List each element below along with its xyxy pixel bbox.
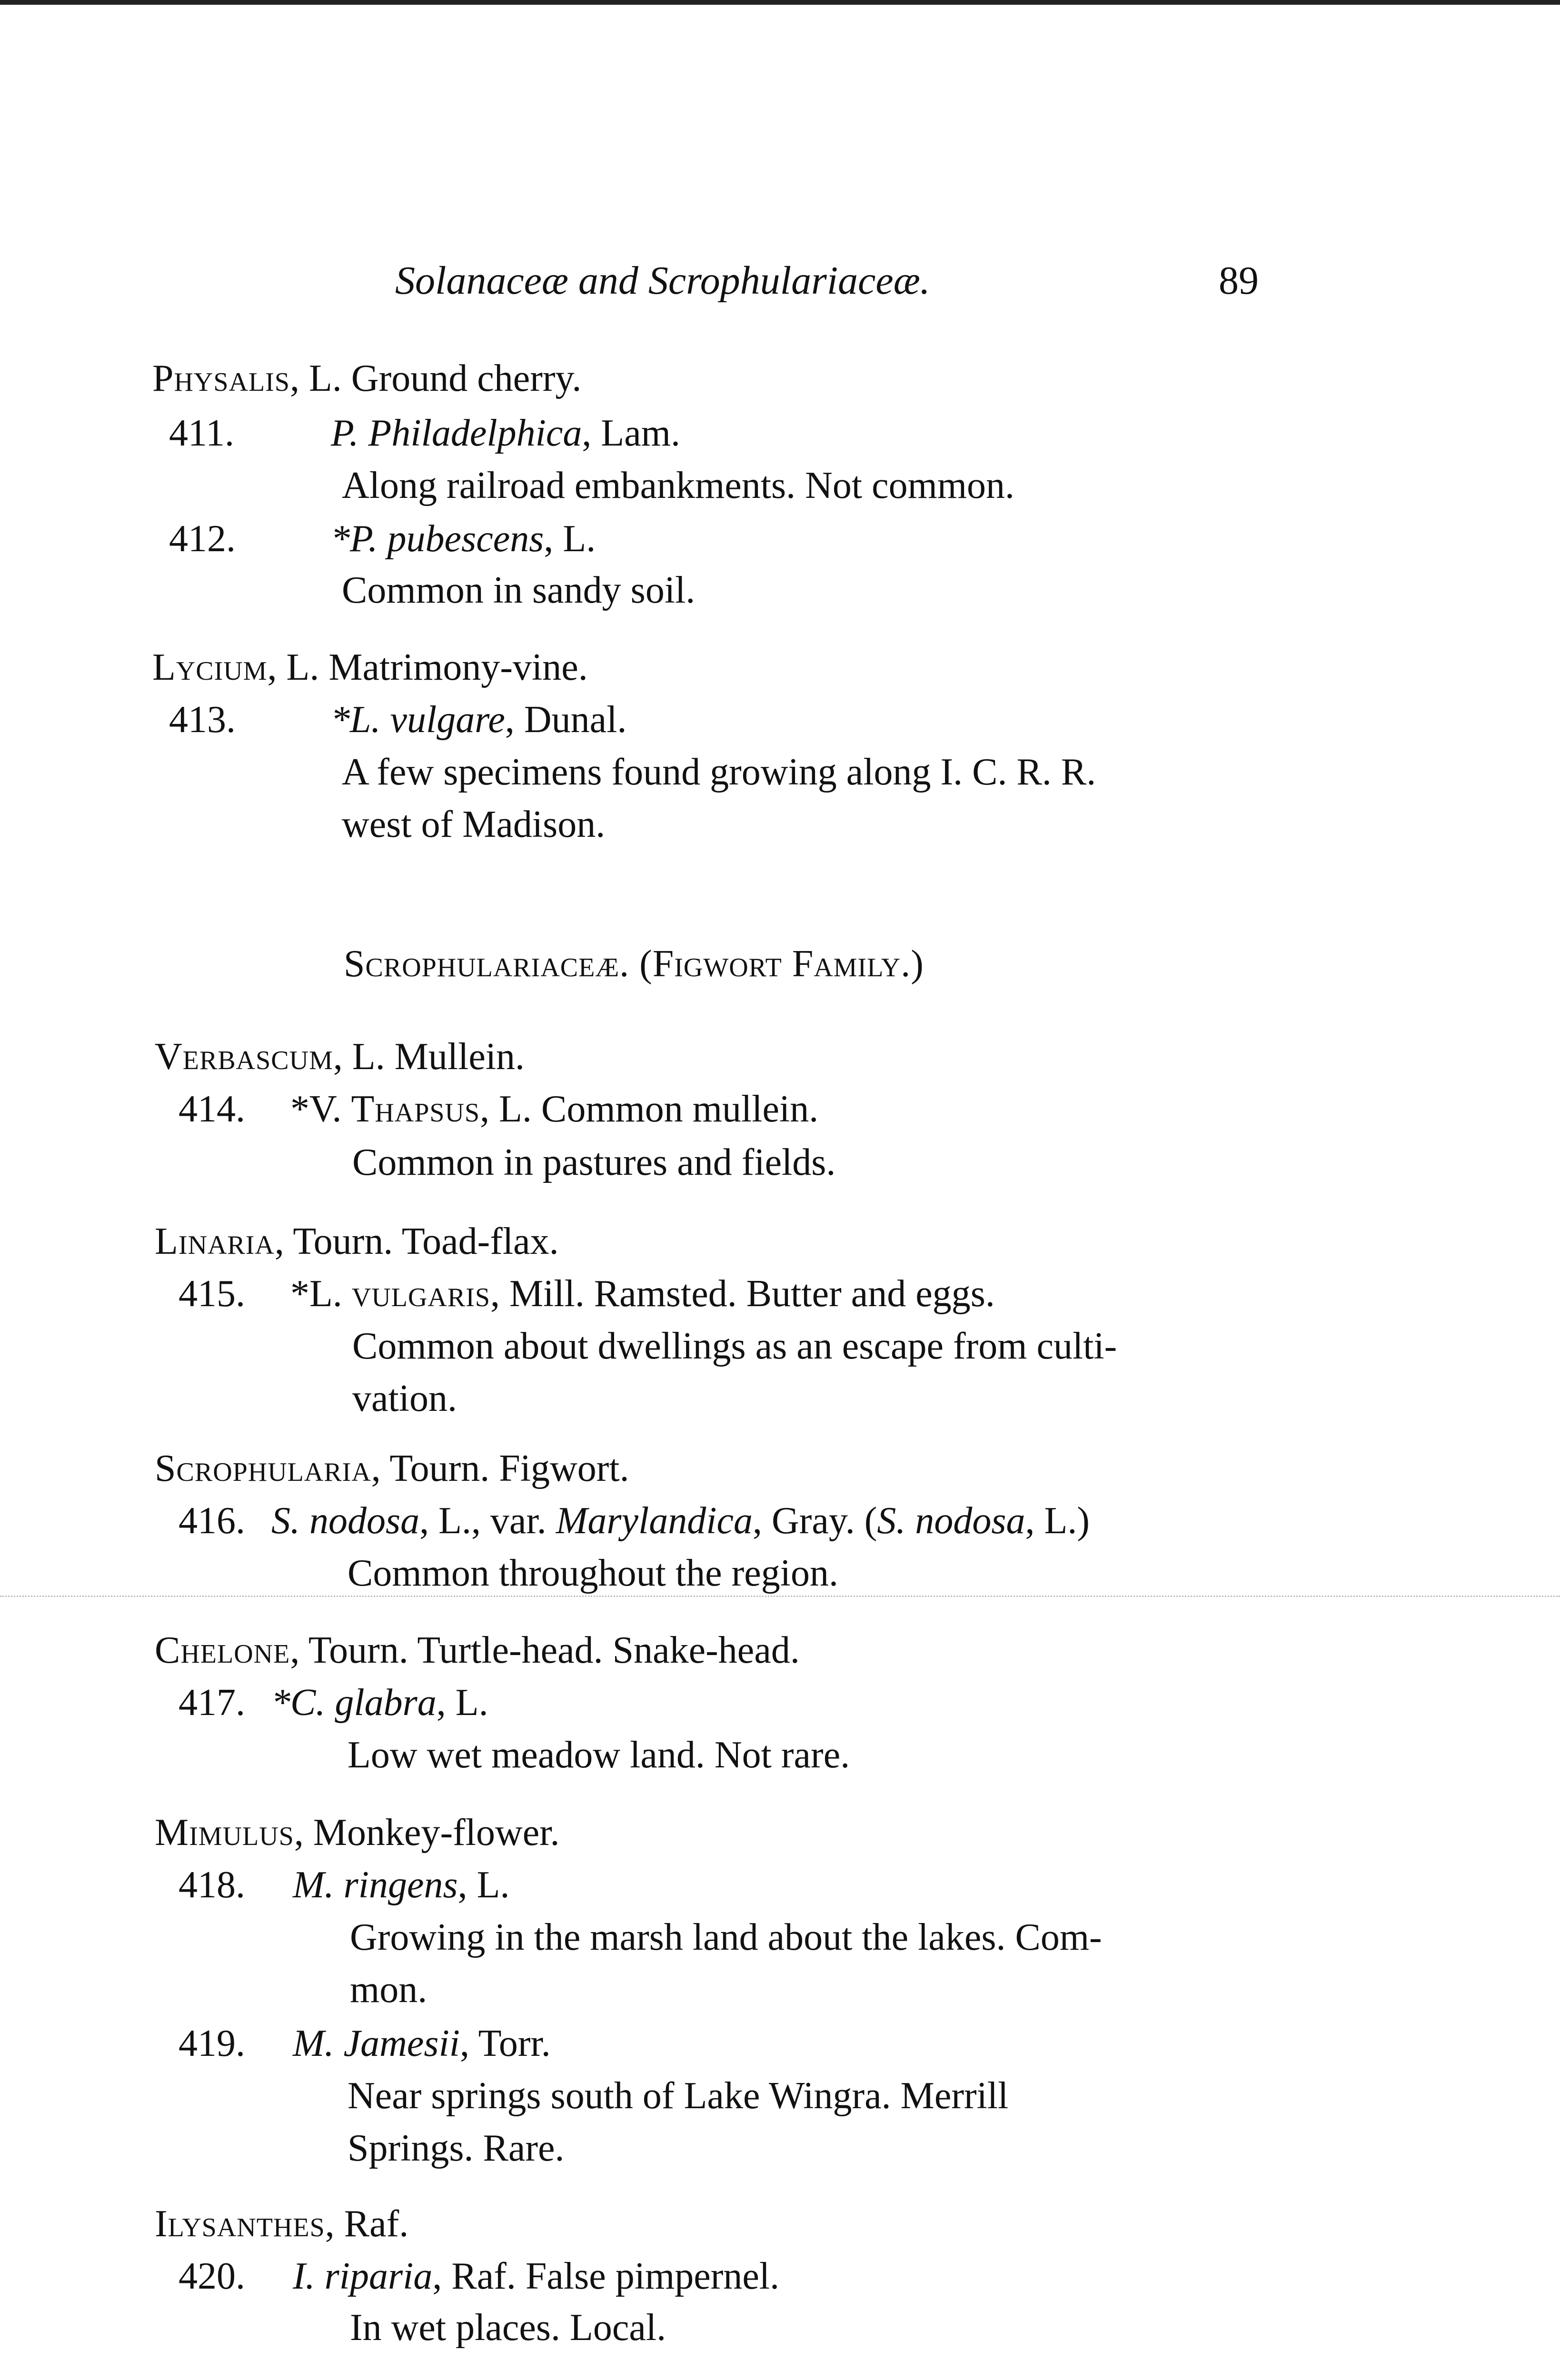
- species-number: 420.: [179, 2255, 245, 2297]
- species-name: Thapsus: [351, 1088, 480, 1130]
- genus-heading-ilysanthes: [155, 2200, 408, 2248]
- species-authority: , Torr.: [460, 2023, 551, 2064]
- species-name: S. nodosa: [271, 1500, 420, 1542]
- species-name: P. Philadelphica: [331, 412, 582, 454]
- species-note: Near springs south of Lake Wingra. Merrill: [348, 2075, 1009, 2117]
- species-entry-412: [169, 515, 596, 563]
- species-entry-417: [179, 1679, 488, 1726]
- species-note: Common in pastures and fields.: [352, 1141, 836, 1183]
- species-name: *C. glabra: [271, 1682, 437, 1724]
- genus-name: Linaria: [155, 1220, 275, 1262]
- genus-rest: , L. Mullein.: [333, 1036, 525, 1078]
- species-note: Common about dwellings as an escape from culti-: [352, 1325, 1117, 1367]
- synonym-authority: , L.): [1025, 1500, 1090, 1542]
- variety-authority: , Gray. (: [753, 1500, 877, 1542]
- species-authority: , L.: [436, 1682, 488, 1724]
- species-entry-418: [179, 1861, 510, 1909]
- family-common-name: (Figwort Family.): [629, 943, 924, 985]
- species-entry-420: [179, 2252, 779, 2300]
- species-authority: , L., var.: [419, 1500, 556, 1542]
- species-name: *L. vulgare: [331, 699, 505, 741]
- species-note: Growing in the marsh land about the lakes. Com-: [350, 1916, 1102, 1958]
- species-authority: , L.: [544, 518, 596, 560]
- variety-name: Marylandica: [556, 1500, 753, 1542]
- genus-heading-physalis: [152, 355, 581, 402]
- species-prefix: *L.: [290, 1273, 352, 1315]
- family-name: Scrophulariaceæ.: [344, 943, 630, 985]
- genus-heading-mimulus: [155, 1809, 559, 1856]
- genus-rest: , L. Ground cherry.: [289, 357, 582, 399]
- genus-rest: , Tourn. Turtle-head. Snake-head.: [290, 1629, 800, 1671]
- species-name: M. Jamesii: [293, 2023, 460, 2064]
- species-note: west of Madison.: [342, 803, 606, 845]
- genus-name: Verbascum: [155, 1036, 333, 1078]
- genus-rest: , Tourn. Figwort.: [371, 1448, 629, 1489]
- genus-heading-scrophularia: [155, 1445, 629, 1492]
- species-authority: , Mill. Ramsted. Butter and eggs.: [490, 1273, 995, 1315]
- species-authority: , Lam.: [582, 412, 680, 454]
- genus-name: Mimulus: [155, 1812, 294, 1854]
- top-border: [0, 0, 1560, 5]
- species-name: vulgaris: [351, 1273, 490, 1315]
- species-prefix: *V.: [290, 1088, 351, 1130]
- species-note: Springs. Rare.: [348, 2127, 565, 2169]
- genus-name: Scrophularia: [155, 1448, 371, 1489]
- genus-heading-verbascum: [155, 1033, 525, 1081]
- species-entry-415: [179, 1270, 995, 1318]
- species-number: 417.: [179, 1682, 245, 1724]
- genus-name: Physalis: [152, 357, 290, 399]
- species-note: A few specimens found growing along I. C. R. R.: [342, 751, 1096, 793]
- family-heading: [344, 940, 924, 988]
- species-note: In wet places. Local.: [350, 2307, 666, 2349]
- genus-name: Lycium: [152, 646, 268, 688]
- species-number: 413.: [169, 699, 236, 741]
- species-note: Low wet meadow land. Not rare.: [348, 1734, 850, 1776]
- genus-rest: , Raf.: [325, 2203, 409, 2245]
- species-number: 419.: [179, 2023, 245, 2064]
- genus-heading-linaria: [155, 1218, 559, 1265]
- species-note: Common in sandy soil.: [342, 569, 696, 611]
- species-number: 416.: [179, 1500, 245, 1542]
- species-authority: , Raf. False pimpernel.: [432, 2255, 780, 2297]
- species-entry-419: [179, 2020, 551, 2067]
- species-entry-413: [169, 696, 626, 744]
- species-authority: , L.: [457, 1864, 510, 1906]
- synonym-name: S. nodosa: [877, 1500, 1025, 1542]
- species-authority: , Dunal.: [505, 699, 627, 741]
- species-entry-411: [169, 409, 680, 457]
- genus-heading-chelone: [155, 1626, 800, 1674]
- species-entry-414: [179, 1085, 818, 1133]
- species-number: 415.: [179, 1273, 245, 1315]
- species-number: 418.: [179, 1864, 245, 1906]
- species-number: 412.: [169, 518, 236, 560]
- page-number: 89: [1219, 258, 1259, 303]
- species-name: *P. pubescens: [331, 518, 544, 560]
- genus-name: Ilysanthes: [155, 2203, 325, 2245]
- species-name: M. ringens: [293, 1864, 458, 1906]
- genus-name: Chelone: [155, 1629, 290, 1671]
- species-note: mon.: [350, 1969, 427, 2011]
- species-entry-416: [179, 1497, 1090, 1545]
- species-note: Along railroad embankments. Not common.: [342, 465, 1015, 506]
- genus-rest: , L. Matrimony-vine.: [267, 646, 588, 688]
- species-note: vation.: [352, 1378, 457, 1419]
- species-number: 411.: [169, 412, 235, 454]
- genus-rest: , Monkey-flower.: [294, 1812, 560, 1854]
- running-title: Solanaceæ and Scrophulariaceæ.: [395, 258, 930, 303]
- species-authority: , L. Common mullein.: [480, 1088, 819, 1130]
- species-number: 414.: [179, 1088, 245, 1130]
- genus-heading-lycium: [152, 644, 588, 691]
- species-name: I. riparia: [293, 2255, 433, 2297]
- species-note: Common throughout the region.: [348, 1552, 839, 1594]
- genus-rest: , Tourn. Toad-flax.: [274, 1220, 559, 1262]
